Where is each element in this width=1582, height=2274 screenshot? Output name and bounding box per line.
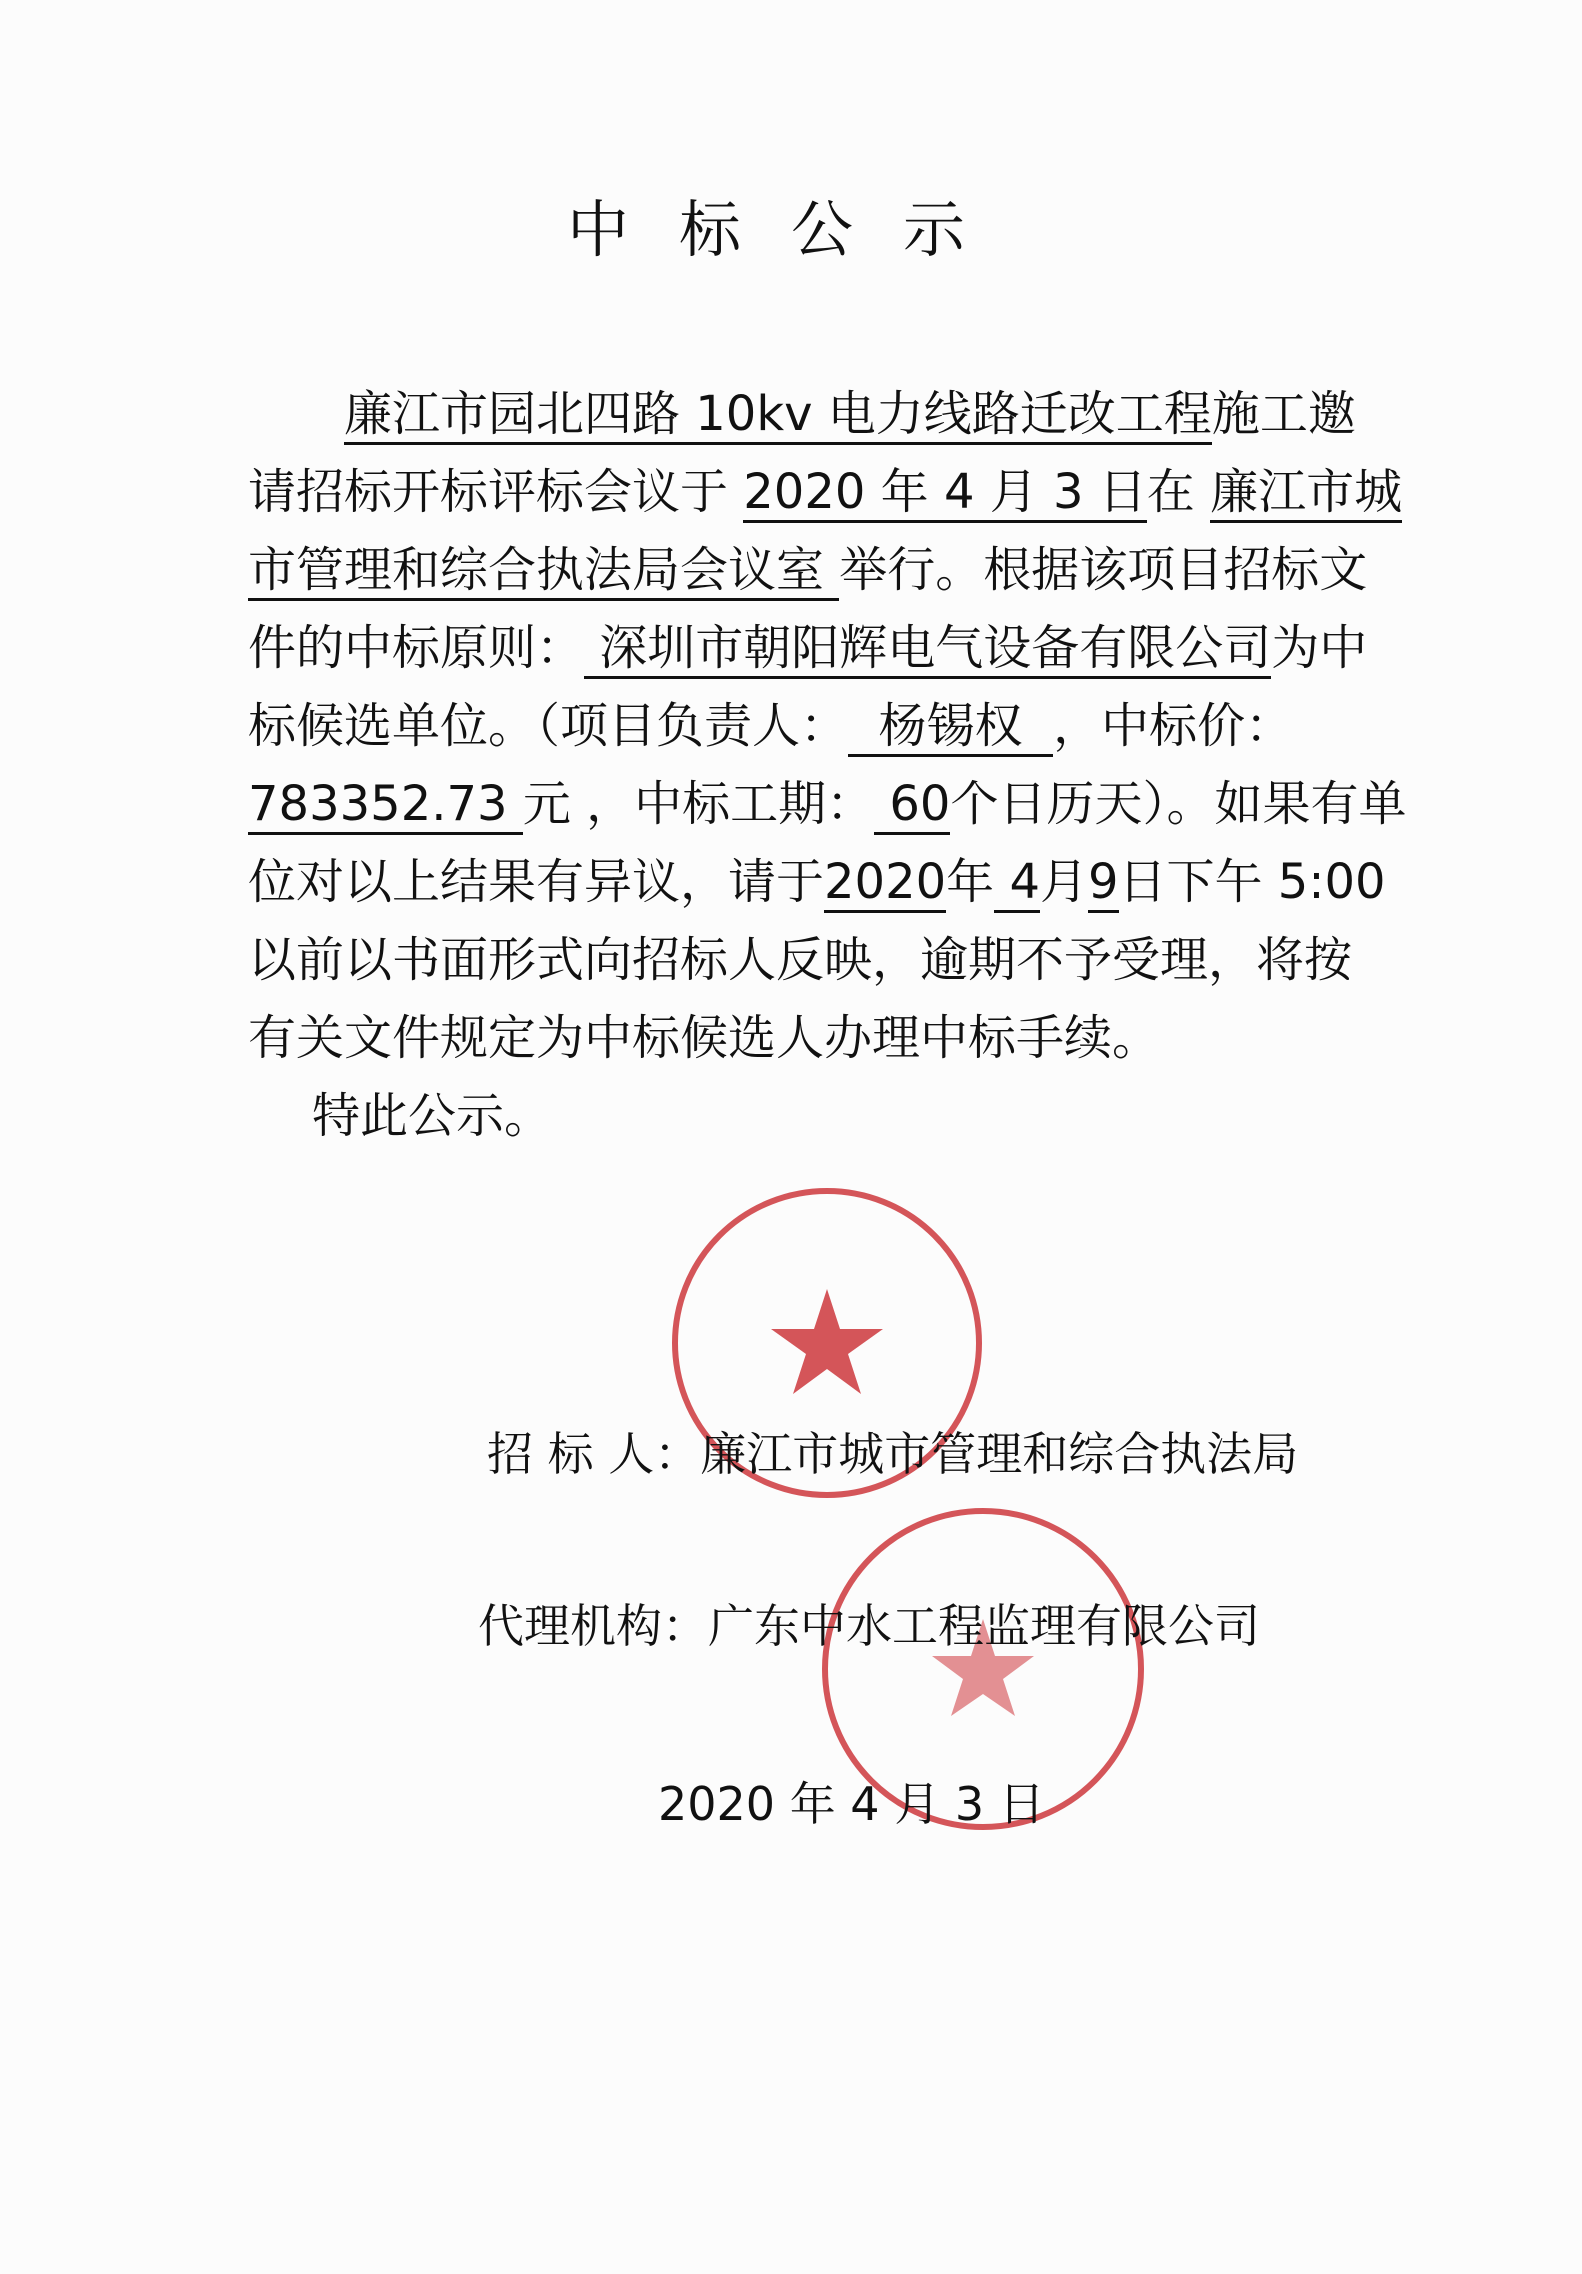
body-text: 为中 bbox=[1271, 620, 1368, 676]
deadline-day: 9 bbox=[1088, 854, 1119, 913]
body-line-8 bbox=[248, 921, 1398, 999]
deadline-month: 4 bbox=[994, 854, 1040, 913]
body-text: 件的中标原则： bbox=[248, 620, 585, 676]
body-text: 举行。根据该项目招标文 bbox=[839, 542, 1368, 598]
agent-name: 广东中水工程监理有限公司 bbox=[708, 1599, 1260, 1653]
meeting-place-part1: 廉江市城 bbox=[1210, 464, 1402, 523]
meeting-date: 2020 年 4 月 3 日 bbox=[743, 464, 1147, 523]
bid-price: 783352.73 bbox=[248, 776, 523, 835]
closing-line bbox=[248, 1077, 1398, 1155]
body-text: 施工邀 bbox=[1211, 386, 1356, 442]
body-line-9 bbox=[248, 999, 1398, 1077]
project-manager: 杨锡权 bbox=[848, 698, 1053, 757]
document-title: 中标公示 bbox=[566, 193, 1015, 266]
body-line-1 bbox=[248, 375, 1398, 453]
notice-body bbox=[248, 375, 1407, 1155]
tenderer-name: 廉江市城市管理和综合执法局 bbox=[700, 1427, 1299, 1481]
body-line-5 bbox=[248, 687, 1398, 765]
body-line-7 bbox=[248, 843, 1398, 921]
meeting-place-part2: 市管理和综合执法局会议室 bbox=[248, 542, 839, 601]
agent-signature bbox=[478, 1590, 1260, 1656]
body-line-6 bbox=[248, 765, 1407, 843]
body-line-4 bbox=[248, 609, 1398, 687]
body-text: 以前以书面形式向招标人反映，逾期不予受理，将按 bbox=[248, 932, 1353, 988]
tenderer-signature bbox=[487, 1418, 1298, 1484]
signature-date: 2020 年 4 月 3 日 bbox=[658, 1777, 1045, 1831]
closing-text: 特此公示。 bbox=[312, 1088, 553, 1144]
winning-bidder: 深圳市朝阳辉电气设备有限公司 bbox=[584, 620, 1271, 679]
body-text: 在 bbox=[1146, 464, 1211, 520]
body-text: 请招标开标评标会议于 bbox=[248, 464, 744, 520]
deadline-year: 2020 bbox=[824, 854, 946, 913]
body-text: 位对以上结果有异议，请于 bbox=[248, 854, 825, 910]
body-text: 月 bbox=[1039, 854, 1088, 910]
body-text: 年 bbox=[946, 854, 995, 910]
project-name: 廉江市园北四路 10kv 电力线路迁改工程 bbox=[344, 386, 1212, 445]
body-text: 个日历天）。如果有单 bbox=[950, 776, 1407, 832]
duration-days: 60 bbox=[874, 776, 950, 835]
tenderer-label: 招 标 人： bbox=[487, 1427, 701, 1481]
body-line-3 bbox=[248, 531, 1398, 609]
body-text: ，中标价： bbox=[1053, 698, 1294, 754]
body-text: 日下午 5:00 bbox=[1118, 854, 1386, 910]
body-line-2 bbox=[248, 453, 1403, 531]
agent-label: 代理机构： bbox=[478, 1599, 708, 1653]
body-text: 元 ，中标工期： bbox=[522, 776, 875, 832]
body-text: 标候选单位。（项目负责人： bbox=[248, 698, 849, 754]
body-text: 有关文件规定为中标候选人办理中标手续。 bbox=[248, 1010, 1161, 1066]
